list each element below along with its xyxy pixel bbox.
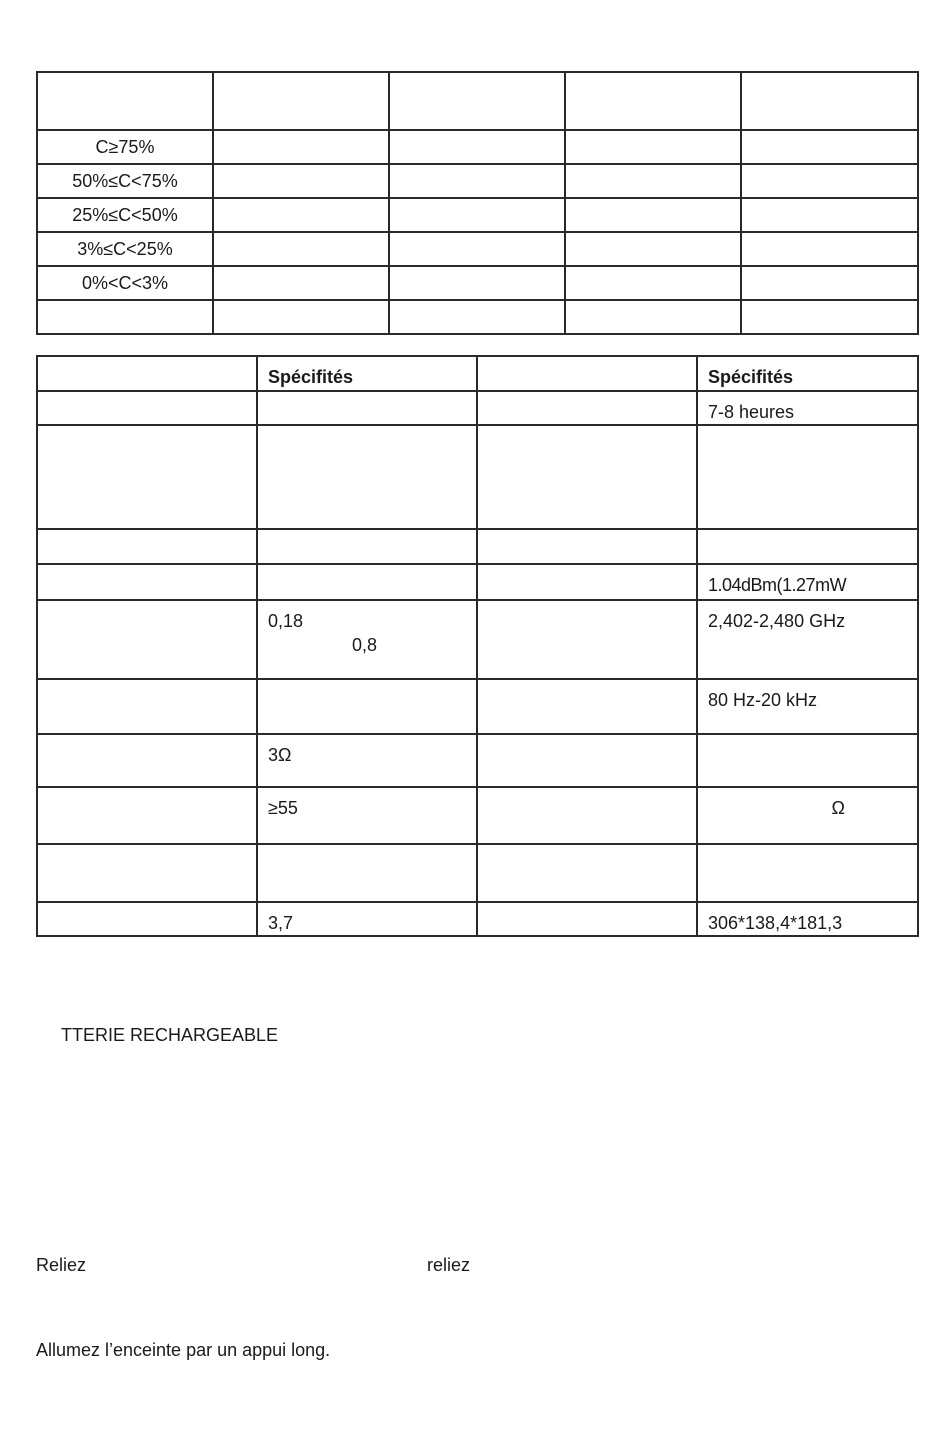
spec-value [697,734,918,787]
battery-level-table [36,71,919,335]
spec-value [257,425,477,529]
battery-level-cell: 0%<C<3% [37,266,213,300]
table-row [37,600,918,679]
spec-value [697,529,918,564]
spec-value [257,529,477,564]
spec-value: 80 Hz-20 kHz [697,679,918,734]
spec-value: 2,402-2,480 GHz [697,600,918,679]
table-row [37,902,918,936]
table-row [37,679,918,734]
table-cell [477,600,697,679]
table-cell [389,300,565,334]
spec-value: 1.04dBm(1.27mW [697,564,918,600]
table-row [37,232,918,266]
table-cell [389,198,565,232]
header-cell [741,72,918,130]
table-row [37,734,918,787]
table-cell [389,232,565,266]
table-cell [477,356,697,391]
power-on-instruction: Allumez l’enceinte par un appui long. [36,1340,331,1360]
battery-section-heading: TTERIE RECHARGEABLE [61,1025,279,1045]
spec-value [257,844,477,902]
table-cell [37,391,257,425]
table-cell [389,130,565,164]
table-cell [37,529,257,564]
battery-level-cell: 3%≤C<25% [37,232,213,266]
specifications-header: Spécifités [257,356,477,391]
table-cell [213,198,389,232]
table-cell [477,564,697,600]
spec-value [697,425,918,529]
table-row [37,300,918,334]
table-cell [477,734,697,787]
specifications-table [36,355,919,937]
table-row [37,425,918,529]
spec-value [257,679,477,734]
table-cell [37,902,257,936]
table-cell [741,164,918,198]
spec-value-line: 0,18 [268,611,304,631]
spec-value-omega: Ω [831,798,845,818]
table-header-row [37,356,918,391]
header-cell [389,72,565,130]
spec-value: 3Ω [257,734,477,787]
battery-level-cell [37,300,213,334]
table-cell [477,425,697,529]
table-cell [741,300,918,334]
table-cell [741,130,918,164]
table-cell [477,679,697,734]
table-cell [477,787,697,844]
battery-level-cell: 50%≤C<75% [37,164,213,198]
table-cell [213,232,389,266]
table-cell [565,198,741,232]
connect-instruction-middle: reliez [427,1255,471,1275]
spec-value-line: 0,8 [352,635,378,655]
table-cell [213,300,389,334]
table-row [37,391,918,425]
table-cell [565,300,741,334]
table-cell [37,356,257,391]
header-cell [213,72,389,130]
table-cell [37,734,257,787]
table-cell [213,266,389,300]
table-cell [37,564,257,600]
table-cell [565,266,741,300]
header-cell [565,72,741,130]
table-row [37,844,918,902]
spec-value: ≥55 [257,787,477,844]
table-cell [565,130,741,164]
table-cell [565,164,741,198]
table-row [37,164,918,198]
battery-level-cell: C≥75% [37,130,213,164]
battery-level-cell: 25%≤C<50% [37,198,213,232]
table-cell [389,164,565,198]
table-cell [37,425,257,529]
spec-value [257,600,477,679]
table-cell [37,600,257,679]
table-cell [741,198,918,232]
table-cell [477,391,697,425]
table-cell [37,787,257,844]
specifications-header: Spécifités [697,356,918,391]
table-row [37,564,918,600]
spec-value [697,844,918,902]
table-cell [477,529,697,564]
table-row [37,130,918,164]
table-cell [741,266,918,300]
table-cell [741,232,918,266]
table-row [37,529,918,564]
table-cell [213,130,389,164]
spec-value: 3,7 [257,902,477,936]
table-cell [477,902,697,936]
spec-value [257,564,477,600]
table-cell [565,232,741,266]
connect-instruction-start: Reliez [36,1255,87,1275]
table-cell [213,164,389,198]
spec-value [697,787,918,844]
table-row [37,787,918,844]
table-row [37,266,918,300]
table-cell [37,679,257,734]
table-cell [477,844,697,902]
table-cell [389,266,565,300]
table-cell [37,844,257,902]
spec-value [257,391,477,425]
header-cell [37,72,213,130]
spec-value: 7-8 heures [697,391,918,425]
table-header-row [37,72,918,130]
table-row [37,198,918,232]
spec-value: 306*138,4*181,3 [697,902,918,936]
